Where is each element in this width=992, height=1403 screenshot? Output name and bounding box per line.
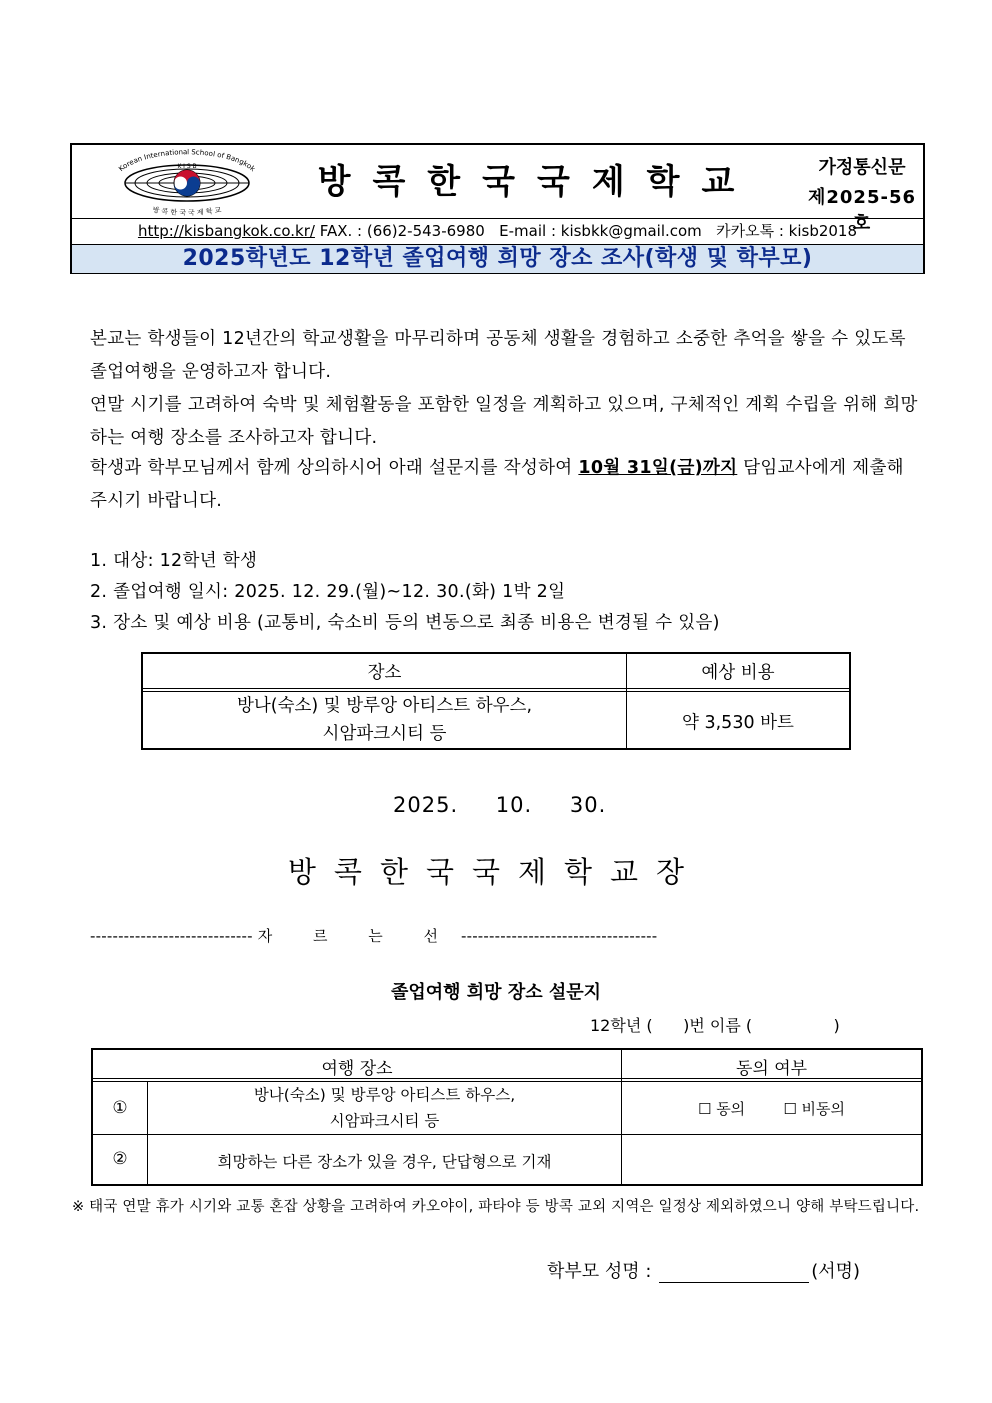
cut-line-right: ----------------------------------- — [460, 927, 658, 945]
cost-table-place-line1: 방나(숙소) 및 방루앙 아티스트 하우스, — [236, 696, 533, 716]
row1-number: ① — [112, 1098, 128, 1118]
survey-header-consent: 동의 여부 — [735, 1059, 808, 1079]
agree-label: 동의 — [716, 1100, 746, 1118]
disagree-label: 비동의 — [801, 1100, 846, 1118]
row1-place — [148, 1082, 621, 1134]
footnote: ※ 태국 연말 휴가 시기와 교통 혼잡 상황을 고려하여 카오야이, 파타야 등 방콕 교외 지역은 일정상 제외하였으니 양해 부탁드립니다. — [72, 1199, 920, 1215]
document-title: 2025학년도 12학년 졸업여행 희망 장소 조사(학생 및 학부모) — [72, 244, 923, 273]
row1-consent — [622, 1098, 921, 1119]
paragraph-plan-text: 연말 시기를 고려하여 숙박 및 체험활동을 포함한 일정을 계획하고 있으며, 구체적인 계획 수립을 위해 희망하는 여행 장소를 조사하고자 합니다. — [90, 395, 918, 448]
request-text-before: 학생과 학부모님께서 함께 상의하시어 아래 설문지를 작성하여 — [90, 458, 579, 478]
logo-text-top: Korean International School of Bangkok — [117, 148, 257, 174]
paragraph-request — [72, 452, 922, 518]
signature-suffix: (서명) — [811, 1261, 861, 1282]
kakao-text: 카카오톡 : kisb2018 — [716, 222, 858, 240]
svg-text:방 콕 한 국 국 제 학 교 — [152, 205, 222, 217]
row2-number: ② — [112, 1149, 128, 1169]
cut-line-label: 자 르 는 선 — [257, 927, 456, 945]
cost-table-place — [143, 692, 626, 748]
issue-date: 2025. 10. 30. — [393, 793, 607, 817]
cut-line-left: ----------------------------- — [90, 927, 253, 945]
cut-line — [90, 925, 890, 946]
email-text: E-mail : kisbkk@gmail.com — [499, 222, 702, 240]
row1-place-line1: 방나(숙소) 및 방루앙 아티스트 하우스, — [253, 1086, 516, 1104]
cost-table — [141, 652, 851, 750]
signature-field[interactable] — [659, 1262, 809, 1283]
cost-table-header-cost: 예상 비용 — [701, 663, 775, 683]
survey-header-place: 여행 장소 — [321, 1059, 393, 1079]
disagree-checkbox[interactable]: ☐ 비동의 — [783, 1100, 846, 1118]
paragraph-purpose — [72, 323, 922, 389]
logo-text-bottom: 방 콕 한 국 국 제 학 교 — [151, 205, 223, 217]
row2-place: 희망하는 다른 장소가 있을 경우, 단답형으로 기재 — [217, 1153, 552, 1171]
student-info-field[interactable]: 12학년 ( )번 이름 ( ) — [590, 1016, 840, 1035]
signature-label: 학부모 성명 : — [547, 1261, 652, 1282]
fax-text: FAX. : (66)2-543-6980 — [314, 222, 485, 240]
issue-number: 제2025-56호 — [807, 187, 916, 234]
parent-signature — [547, 1257, 860, 1283]
deadline-text: 10월 31일(금)까지 — [578, 458, 738, 478]
contact-row — [72, 218, 923, 243]
list-item-cost: 3. 장소 및 예상 비용 (교통비, 숙소비 등의 변동으로 최종 비용은 변경될 수 있음) — [90, 613, 720, 633]
cost-table-cost: 약 3,530 바트 — [682, 713, 794, 733]
survey-table — [91, 1048, 923, 1186]
row2-consent-cell[interactable] — [622, 1135, 921, 1184]
survey-title: 졸업여행 희망 장소 설문지 — [390, 982, 602, 1003]
row1-place-line2: 시암파크시티 등 — [329, 1112, 440, 1130]
school-name: 방콕한국국제학교 — [317, 162, 757, 202]
logo-text-center: K I S B — [177, 163, 197, 170]
newsletter-label: 가정통신문 — [818, 157, 906, 178]
paragraph-purpose-text: 본교는 학생들이 12년간의 학교생활을 마무리하며 공동체 생활을 경험하고 소중한 추억을 쌓을 수 있도록 졸업여행을 운영하고자 합니다. — [90, 329, 906, 382]
website-link[interactable]: http://kisbangkok.co.kr/ — [137, 222, 315, 240]
request-text-after: 담임교사에게 제출해 주시기 바랍니다. — [90, 458, 904, 511]
school-logo — [72, 145, 272, 217]
cost-table-header-place: 장소 — [367, 663, 402, 683]
agree-checkbox[interactable]: ☐ 동의 — [697, 1100, 746, 1118]
paragraph-plan — [72, 389, 922, 455]
cost-table-place-line2: 시암파크시티 등 — [322, 724, 447, 744]
list-item-target: 1. 대상: 12학년 학생 — [90, 551, 258, 571]
principal-title: 방콕한국국제학교장 — [287, 855, 703, 889]
newsletter-header — [70, 143, 925, 274]
list-item-schedule: 2. 졸업여행 일시: 2025. 12. 29.(월)~12. 30.(화) 1박 2일 — [90, 582, 566, 602]
